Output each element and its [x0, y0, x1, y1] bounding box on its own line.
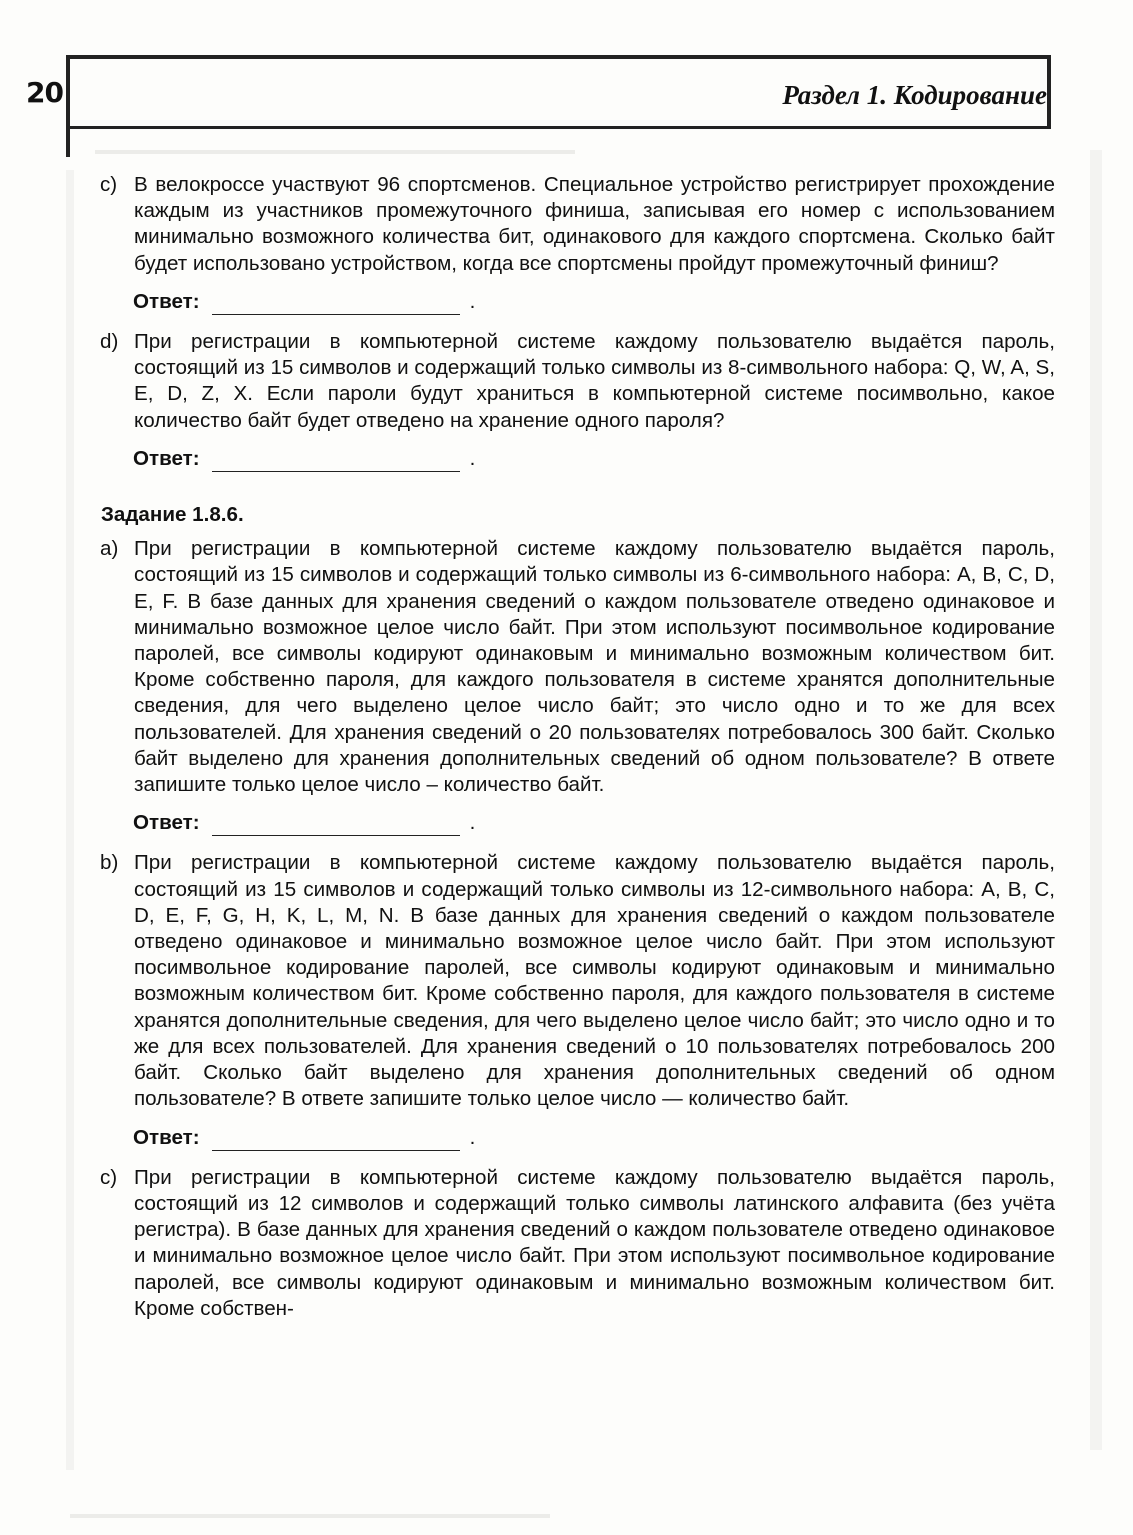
- item-letter: d): [100, 330, 119, 354]
- item-letter: b): [100, 851, 119, 875]
- answer-blank[interactable]: [212, 813, 460, 836]
- answer-label: Ответ:: [133, 811, 200, 835]
- answer-label: Ответ:: [133, 289, 200, 313]
- answer-blank[interactable]: [212, 292, 460, 315]
- item-text: При регистрации в компьютерной системе каждому пользователю выдаётся пароль, состоящий из 15 символов и содержащий только символы из 6-символьного набора: А, В, С, D, Е, F. В базе данных для хранения сведений о каждом пользователе отведено одинаковое и минимально возможное целое число байт. При этом используют посимвольное кодирование паролей, все символы кодируют одинаковым и минимально возможным количеством бит. Кроме собственно пароля, для каждого пользователя в системе хранятся дополнительные сведения, для чего выделено целое число байт; это число одно и то же для всех пользователей. Для хранения сведений о 20 пользователях потребовалось 300 байт. Сколько байт выделено для хранения дополнительных сведений об одном пользователе? В ответе запишите только целое число – количество байт.: [134, 537, 1055, 797]
- scan-noise-left: [66, 170, 74, 1470]
- answer-field: [133, 810, 1055, 836]
- item-text: При регистрации в компьютерной системе каждому пользователю выдаётся пароль, состоящий из 15 символов и содержащий только символы из 12-символьного набора: А, В, С, D, Е, F, G, H, K, L, M, N. В базе данных для хранения сведений о каждом пользователе отведено одинаковое и минимально возможное целое число байт. При этом используют посимвольное кодирование паролей, все символы кодируют одинаковым и минимально возможным количеством бит. Кроме собственно пароля, для каждого пользователя в системе хранятся дополнительные сведения, для чего выделено целое число байт; это число одно и то же для всех пользователей. Для хранения сведений о 10 пользователях потребовалось 200 байт. Сколько байт выделено для хранения дополнительных сведений об одном пользователе? В ответе запишите только целое число — количество байт.: [134, 851, 1055, 1111]
- item-text: При регистрации в компьютерной системе каждому пользователю выдаётся пароль, состоящий из 15 символов и содержащий только символы из 8-символьного набора: Q, W, A, S, E, D, Z, X. Если пароли будут храниться в компьютерной системе посимвольно, какое количество байт будет отведено на хранение одного пароля?: [134, 330, 1055, 432]
- item-text: При регистрации в компьютерной системе каждому пользователю выдаётся пароль, состоящий из 12 символов и содержащий только символы латинского алфавита (без учёта регистра). В базе данных для хранения сведений о каждом пользователе отведено одинаковое и минимально возможное целое число байт. При этом используют посимвольное кодирование паролей, все символы кодируют одинаковым и минимально возможным количеством бит. Кроме собствен-: [134, 1165, 1055, 1320]
- item-letter: c): [100, 1165, 118, 1189]
- item-text: В велокроссе участвуют 96 спортсменов. Специальное устройство регистрирует прохождение каждым из участников промежуточного финиша, записывая его номер с использованием минимально возможного количества бит, одинакового для каждого спортсмена. Сколько байт будет использовано устройством, когда все спортсмены пройдут промежуточный финиш?: [134, 173, 1055, 275]
- answer-blank[interactable]: [212, 449, 460, 472]
- scan-noise-bottom: [70, 1514, 550, 1518]
- exercise-item-d: [100, 329, 1055, 434]
- item-letter: a): [100, 537, 119, 561]
- page-content: [100, 172, 1055, 1322]
- header-left-rule: [66, 129, 70, 157]
- task-item-a: [100, 536, 1055, 798]
- exercise-item-c: [100, 172, 1055, 277]
- answer-blank[interactable]: [212, 1128, 460, 1151]
- page-number: 20: [26, 76, 63, 109]
- answer-label: Ответ:: [133, 446, 200, 470]
- scan-noise-top: [95, 150, 575, 154]
- task-heading: Задание 1.8.6.: [101, 503, 244, 527]
- answer-field: [133, 446, 1055, 472]
- item-letter: c): [100, 173, 118, 196]
- answer-field: [133, 1125, 1055, 1151]
- section-title: Раздел 1. Кодирование: [782, 80, 1047, 110]
- answer-dot: .: [469, 446, 476, 470]
- answer-dot: .: [469, 811, 476, 835]
- scan-noise-right: [1090, 150, 1102, 1450]
- answer-dot: .: [469, 1125, 476, 1149]
- answer-dot: .: [469, 289, 476, 313]
- task-item-b: [100, 850, 1055, 1112]
- task-item-c: [100, 1165, 1055, 1322]
- answer-field: [133, 289, 1055, 315]
- answer-label: Ответ:: [133, 1125, 200, 1149]
